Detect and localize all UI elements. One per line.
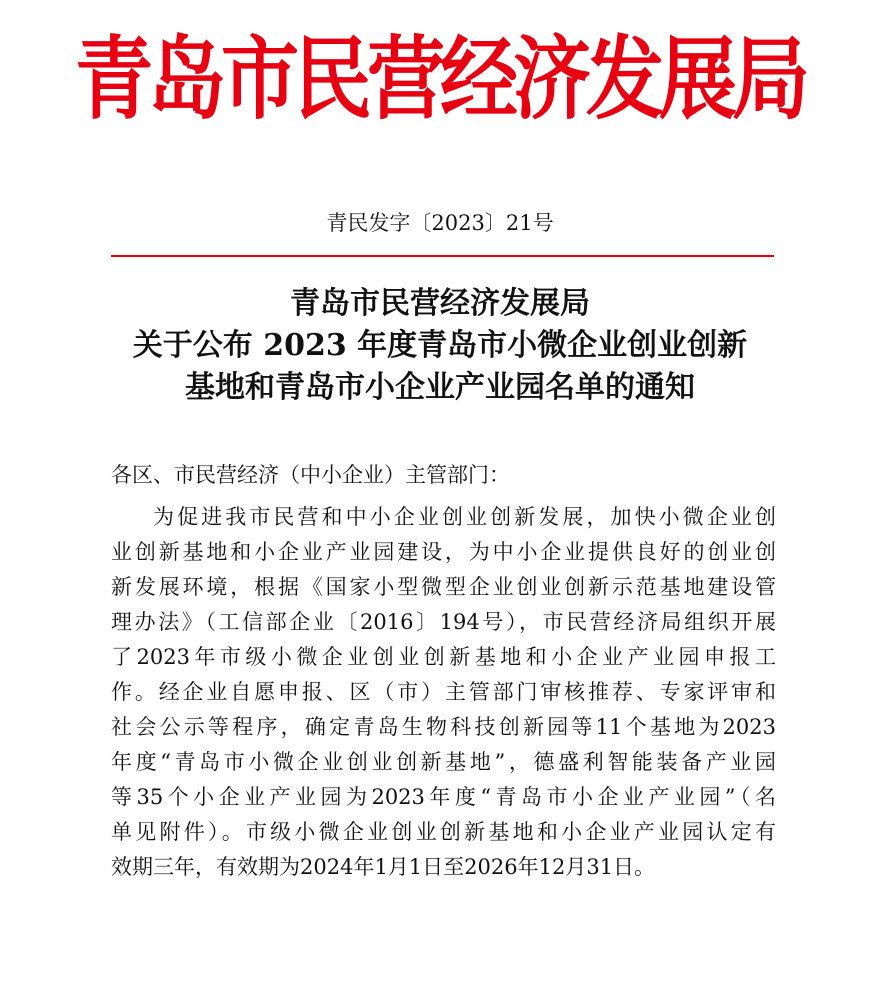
notice-title-line: 青岛市民营经济发展局 [290,286,590,321]
notice-title [0,283,880,409]
body-line: 为促进我市民营和中小企业创业创新发展，加快小微企业创 [153,505,776,529]
body-line: 了2023年市级小微企业创业创新基地和小企业产业园申报工 [111,645,776,669]
document-number: 青民发字〔2023〕21号 [326,211,554,235]
notice-title-line: 基地和青岛市小企业产业园名单的通知 [185,370,695,405]
body-paragraph [111,500,776,885]
red-divider-line [111,255,774,257]
body-line: 单见附件）。市级小微企业创业创新基地和小企业产业园认定有 [111,820,776,844]
body-line: 年度“青岛市小微企业创业创新基地”，德盛利智能装备产业园 [111,750,776,774]
org-header-title: 青岛市民营经济发展局 [74,27,805,132]
body-line: 理办法》（工信部企业〔2016〕194号），市民营经济局组织开展 [111,610,776,634]
body-line: 效期三年，有效期为2024年1月1日至2026年12月31日。 [111,855,656,879]
salutation: 各区、市民营经济（中小企业）主管部门： [111,463,510,487]
body-line: 新发展环境，根据《国家小型微型企业创业创新示范基地建设管 [111,575,776,599]
notice-title-line: 关于公布 2023 年度青岛市小微企业创业创新 [132,328,748,363]
body-line: 等35个小企业产业园为2023年度“青岛市小企业产业园”（名 [111,785,776,809]
body-line: 作。经企业自愿申报、区（市）主管部门审核推荐、专家评审和 [111,680,776,704]
body-line: 社会公示等程序，确定青岛生物科技创新园等11个基地为2023 [111,715,776,739]
body-line: 业创新基地和小企业产业园建设，为中小企业提供良好的创业创 [111,540,776,564]
